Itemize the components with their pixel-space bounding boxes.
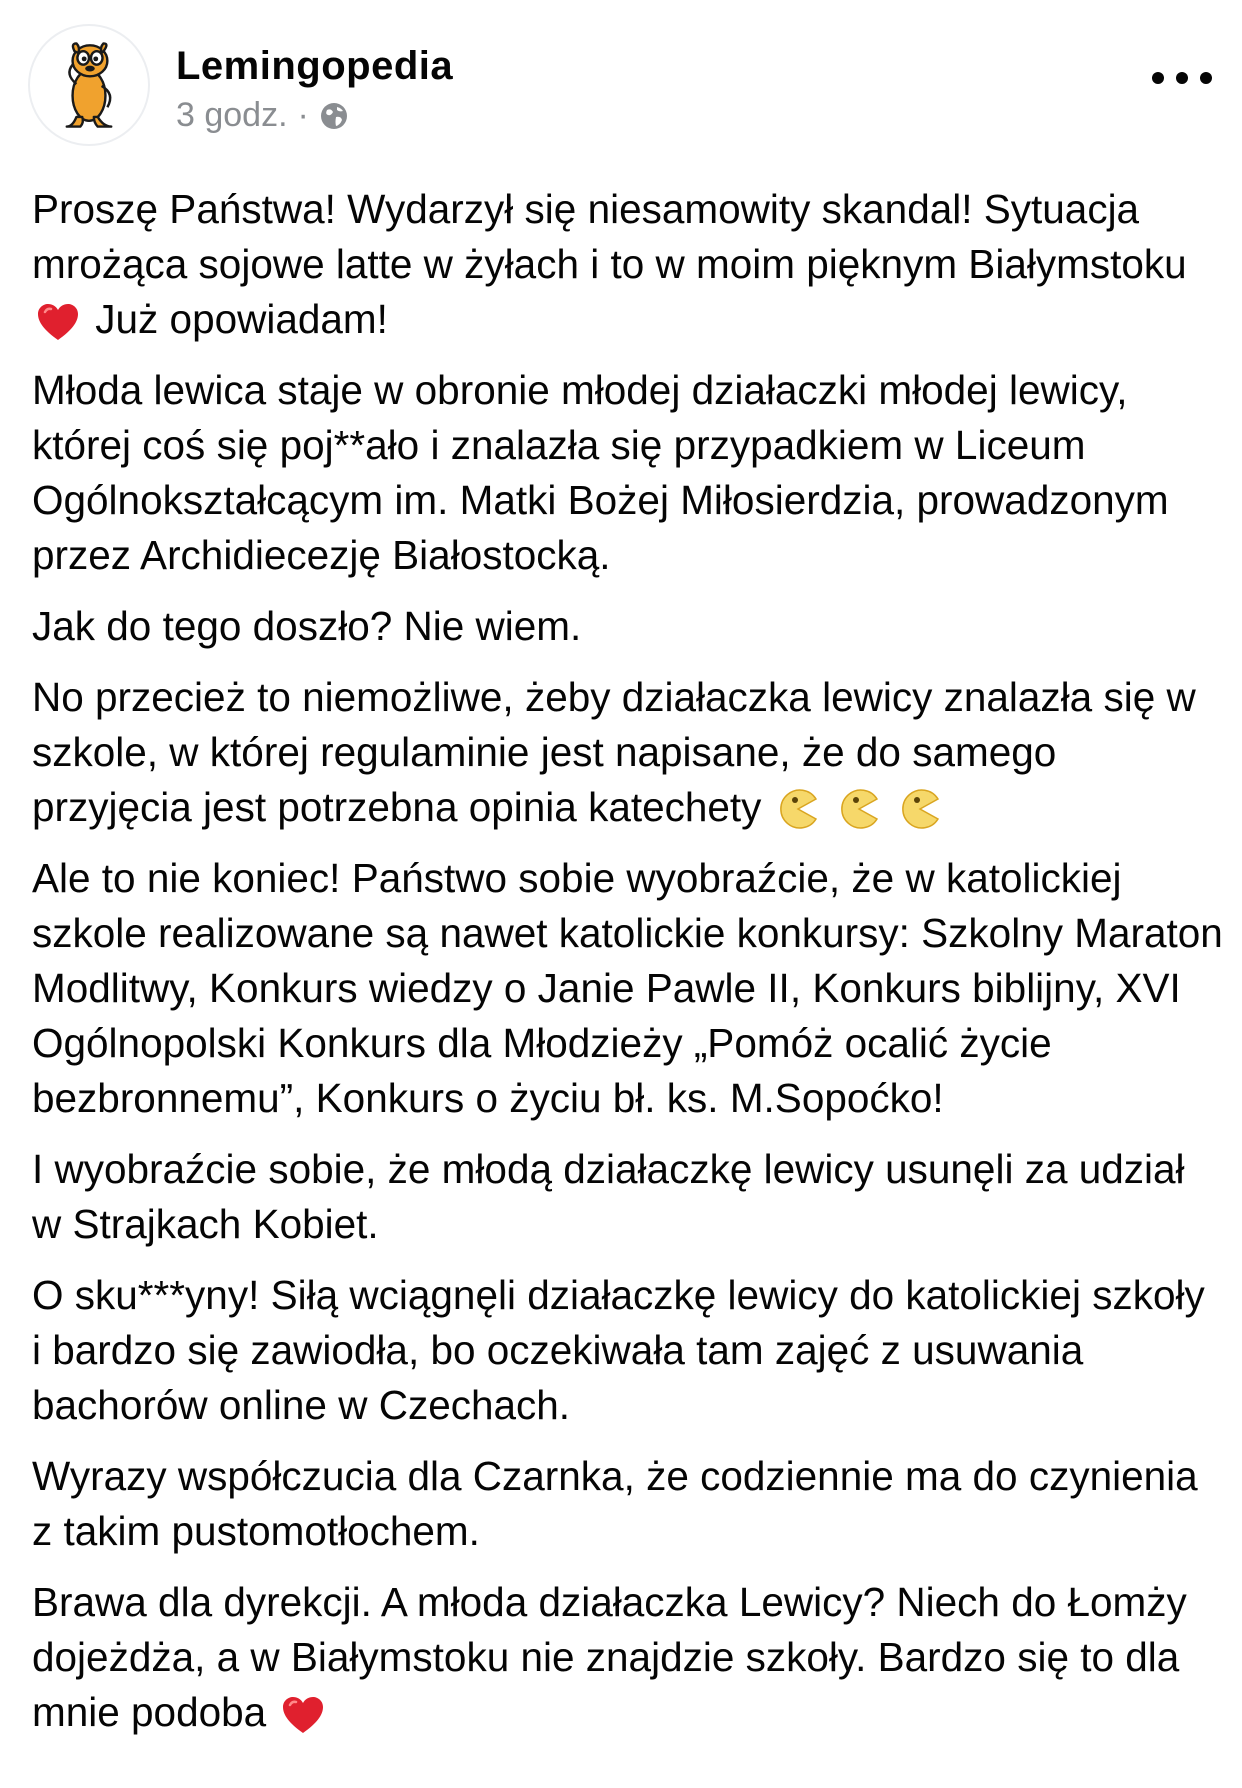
paragraph-text-after: Już opowiadam! bbox=[95, 296, 388, 342]
more-horizontal-icon bbox=[1176, 72, 1188, 84]
paragraph-text: I wyobraźcie sobie, że młodą działaczkę lewicy usunęli za udział w Strajkach Kobiet. bbox=[32, 1146, 1185, 1247]
meta-separator: · bbox=[297, 96, 309, 134]
paragraph-text: O sku***yny! Siłą wciągnęli działaczkę lewicy do katolickiej szkoły i bardzo się zawiodła, bo oczekiwała tam zajęć z usuwania bachorów online w Czechach. bbox=[32, 1272, 1205, 1428]
more-horizontal-icon bbox=[1200, 72, 1212, 84]
post-paragraph bbox=[32, 599, 1224, 654]
post-paragraph bbox=[32, 1268, 1224, 1433]
post-paragraph bbox=[32, 670, 1224, 835]
red-heart-icon bbox=[36, 302, 80, 342]
pacman-face-icon bbox=[777, 788, 819, 830]
paragraph-text: Ale to nie koniec! Państwo sobie wyobraźcie, że w katolickiej szkole realizowane są nawet katolickie konkursy: Szkolny Maraton Modlitwy, Konkurs wiedzy o Janie Pawle II, Konkurs biblijny, XVI Ogólnopolski Konkurs dla Młodzieży „Pomóż ocalić życie bezbronnemu”, Konkurs o życiu bł. ks. M.Sopoćko! bbox=[32, 855, 1223, 1121]
more-horizontal-icon bbox=[1152, 72, 1164, 84]
red-heart-icon bbox=[281, 1695, 325, 1735]
page-name[interactable]: Lemingopedia bbox=[176, 44, 454, 88]
post-paragraph bbox=[32, 363, 1224, 583]
post-body bbox=[32, 182, 1224, 1756]
post-paragraph bbox=[32, 1142, 1224, 1252]
pacman-face-icon bbox=[899, 788, 941, 830]
post-paragraph bbox=[32, 1575, 1224, 1740]
post-timestamp[interactable]: 3 godz. bbox=[176, 96, 288, 134]
page-avatar[interactable] bbox=[28, 24, 150, 146]
paragraph-text: Młoda lewica staje w obronie młodej działaczki młodej lewicy, której coś się poj**ało i znalazła się przypadkiem w Liceum Ogólnokształcącym im. Matki Bożej Miłosierdzia, prowadzonym przez Archidiecezję Białostocką. bbox=[32, 367, 1169, 578]
paragraph-text: Brawa dla dyrekcji. A młoda działaczka Lewicy? Niech do Łomży dojeżdża, a w Białymstoku nie znajdzie szkoły. Bardzo się to dla mnie podoba bbox=[32, 1579, 1187, 1735]
lemming-mascot-logo bbox=[30, 26, 148, 144]
globe-icon[interactable] bbox=[319, 101, 349, 131]
post-paragraph bbox=[32, 1449, 1224, 1559]
paragraph-text: Wyrazy współczucia dla Czarnka, że codziennie ma do czynienia z takim pustomotłochem. bbox=[32, 1453, 1198, 1554]
post-paragraph bbox=[32, 851, 1224, 1126]
pacman-face-icon bbox=[838, 788, 880, 830]
paragraph-text: No przecież to niemożliwe, żeby działaczka lewicy znalazła się w szkole, w której regulaminie jest napisane, że do samego przyjęcia jest potrzebna opinia katechety bbox=[32, 674, 1196, 830]
post-paragraph bbox=[32, 182, 1224, 347]
more-options-button[interactable] bbox=[1152, 58, 1212, 98]
post-meta bbox=[176, 96, 349, 135]
paragraph-text: Proszę Państwa! Wydarzył się niesamowity skandal! Sytuacja mrożąca sojowe latte w żyłach i to w moim pięknym Białymstoku bbox=[32, 186, 1187, 287]
post-header bbox=[0, 0, 1242, 150]
paragraph-text: Jak do tego doszło? Nie wiem. bbox=[32, 603, 582, 649]
